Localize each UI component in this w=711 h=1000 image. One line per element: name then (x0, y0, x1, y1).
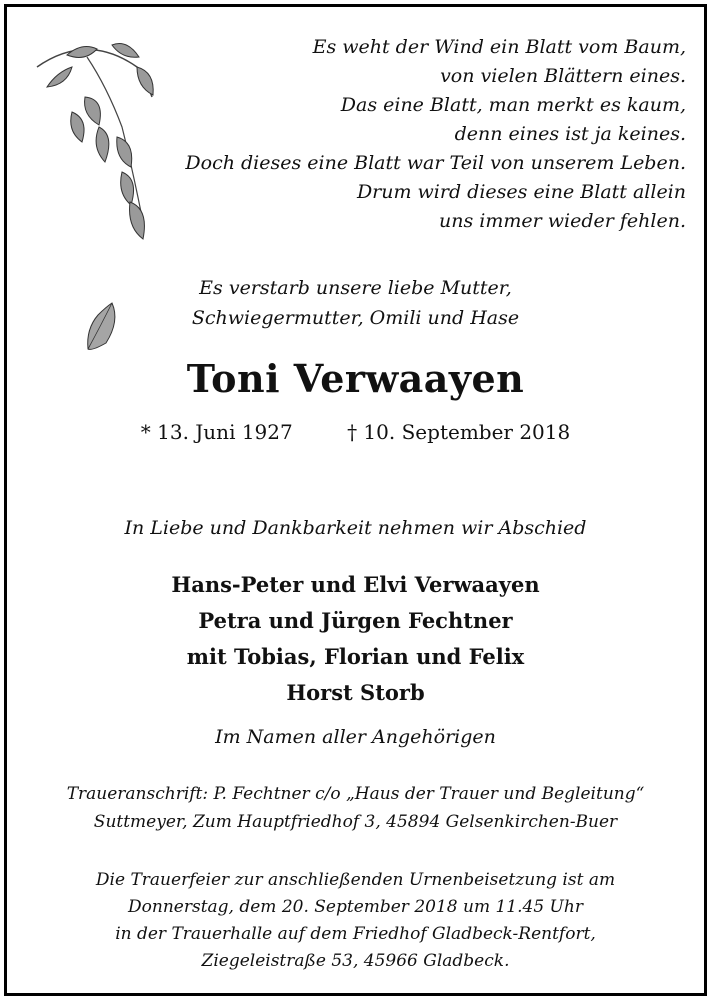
birth-date: * 13. Juni 1927 (140, 420, 293, 444)
announcement-line: Es verstarb unsere liebe Mutter, (199, 277, 512, 299)
address-line: Suttmeyer, Zum Hauptfriedhof 3, 45894 Gelsenkirchen-Buer (93, 812, 618, 832)
announcement-line: Schwiegermutter, Omili und Hase (191, 307, 520, 329)
death-announcement (7, 273, 704, 333)
mourner-entry: mit Tobias, Florian und Felix (186, 644, 525, 669)
ceremony-line: Ziegeleistraße 53, 45966 Gladbeck. (201, 951, 510, 971)
mourner-entry: Petra und Jürgen Fechtner (198, 608, 513, 633)
mourners-list (7, 567, 704, 711)
death-date: † 10. September 2018 (347, 420, 571, 444)
mourner-entry: Hans-Peter und Elvi Verwaayen (171, 572, 540, 597)
deceased-name: Toni Verwaayen (186, 356, 525, 401)
obituary-notice (4, 4, 707, 996)
poem-line: denn eines ist ja keines. (454, 123, 686, 145)
mourner-entry: Horst Storb (286, 680, 425, 705)
farewell-text: In Liebe und Dankbarkeit nehmen wir Abschied (124, 517, 587, 539)
poem-line: uns immer wieder fehlen. (439, 210, 686, 232)
funeral-details (7, 867, 704, 975)
ceremony-line: in der Trauerhalle auf dem Friedhof Gladbeck-Rentfort, (115, 924, 596, 944)
poem-line: Das eine Blatt, man merkt es kaum, (340, 94, 686, 116)
ceremony-line: Die Trauerfeier zur anschließenden Urnenbeisetzung ist am (95, 870, 616, 890)
on-behalf-text: Im Namen aller Angehörigen (215, 726, 496, 748)
life-dates (7, 417, 704, 447)
address-line: Traueranschrift: P. Fechtner c/o „Haus der Trauer und Begleitung“ (66, 784, 645, 804)
poem-line: Doch dieses eine Blatt war Teil von unserem Leben. (185, 152, 686, 174)
mourning-address (7, 780, 704, 836)
poem-line: Es weht der Wind ein Blatt vom Baum, (312, 36, 686, 58)
ceremony-line: Donnerstag, dem 20. September 2018 um 11.45 Uhr (128, 897, 583, 917)
memorial-poem (126, 33, 686, 236)
poem-line: Drum wird dieses eine Blatt allein (356, 181, 686, 203)
poem-line: von vielen Blättern eines. (440, 65, 686, 87)
